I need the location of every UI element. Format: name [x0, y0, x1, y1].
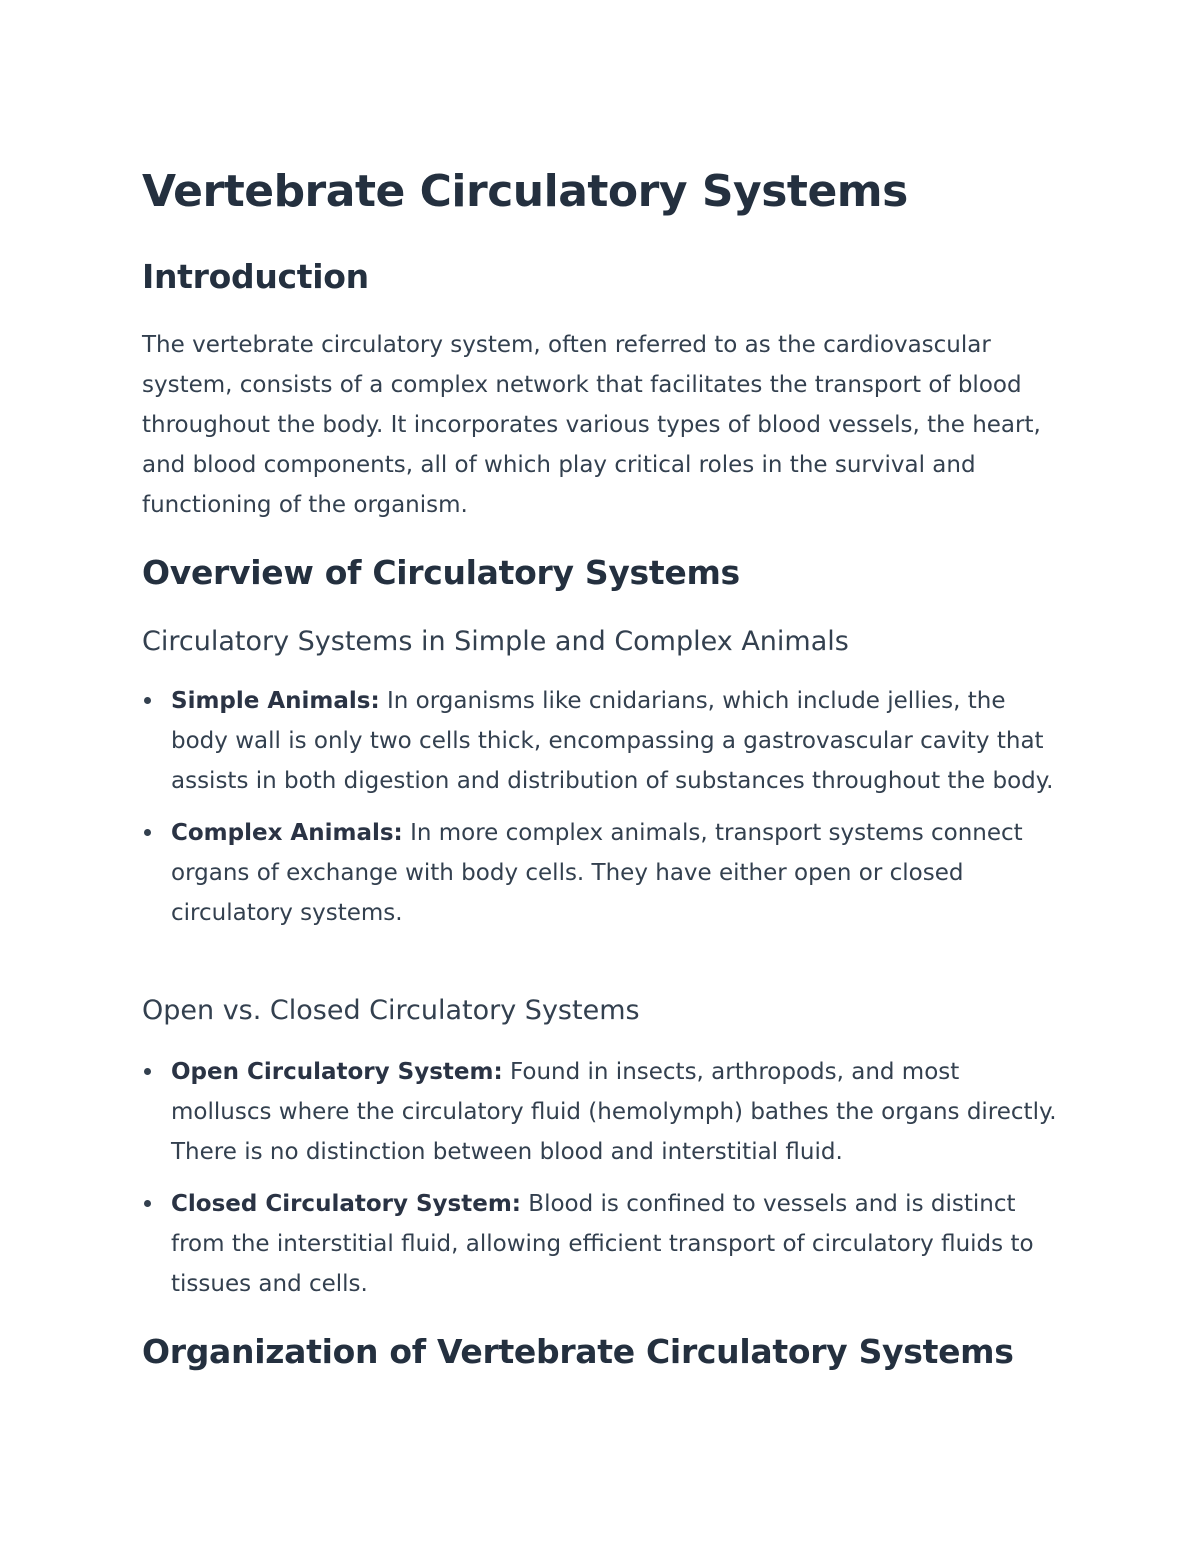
subheading-simple-complex: Circulatory Systems in Simple and Complex Animals [142, 626, 849, 657]
list-item-text: Blood is confined to vessels and is distinct from the interstitial fluid, allowing efficient transport of circulatory fluids to tissues and cells. [171, 1191, 1034, 1297]
list-item-term: Closed Circulatory System: [171, 1191, 521, 1217]
list-item-text: Found in insects, arthropods, and most molluscs where the circulatory fluid (hemolymph) bathes the organs directly. There is no distinction between blood and interstitial fluid. [171, 1059, 1057, 1165]
heading-overview: Overview of Circulatory Systems [142, 553, 740, 592]
list-item [142, 1052, 1067, 1172]
subheading-open-closed: Open vs. Closed Circulatory Systems [142, 995, 640, 1026]
list-item-term: Open Circulatory System: [171, 1059, 503, 1085]
list-item-term: Complex Animals: [171, 820, 403, 846]
list-item-text: In organisms like cnidarians, which include jellies, the body wall is only two cells thick, encompassing a gastrovascular cavity that assists in both digestion and distribution of substances throughout the body. [171, 688, 1054, 794]
bullet-icon [144, 697, 151, 704]
heading-organization: Organization of Vertebrate Circulatory Systems [142, 1332, 1014, 1371]
list-item [142, 1184, 1067, 1304]
bullet-icon [144, 1200, 151, 1207]
introduction-paragraph: The vertebrate circulatory system, often referred to as the cardiovascular system, consists of a complex network that facilitates the transport of blood throughout the body. It incorporates various types of blood vessels, the heart, and blood components, all of which play critical roles in the survival and functioning of the organism. [142, 332, 1041, 518]
list-item-term: Simple Animals: [171, 688, 380, 714]
heading-introduction: Introduction [142, 257, 369, 296]
bullet-icon [144, 1068, 151, 1075]
open-closed-list [142, 1052, 1067, 1316]
list-item-text: In more complex animals, transport systems connect organs of exchange with body cells. They have either open or closed circulatory systems. [171, 820, 1023, 926]
list-item [142, 681, 1067, 801]
simple-complex-list [142, 681, 1067, 945]
page-title: Vertebrate Circulatory Systems [142, 166, 908, 217]
bullet-icon [144, 829, 151, 836]
list-item [142, 813, 1067, 933]
